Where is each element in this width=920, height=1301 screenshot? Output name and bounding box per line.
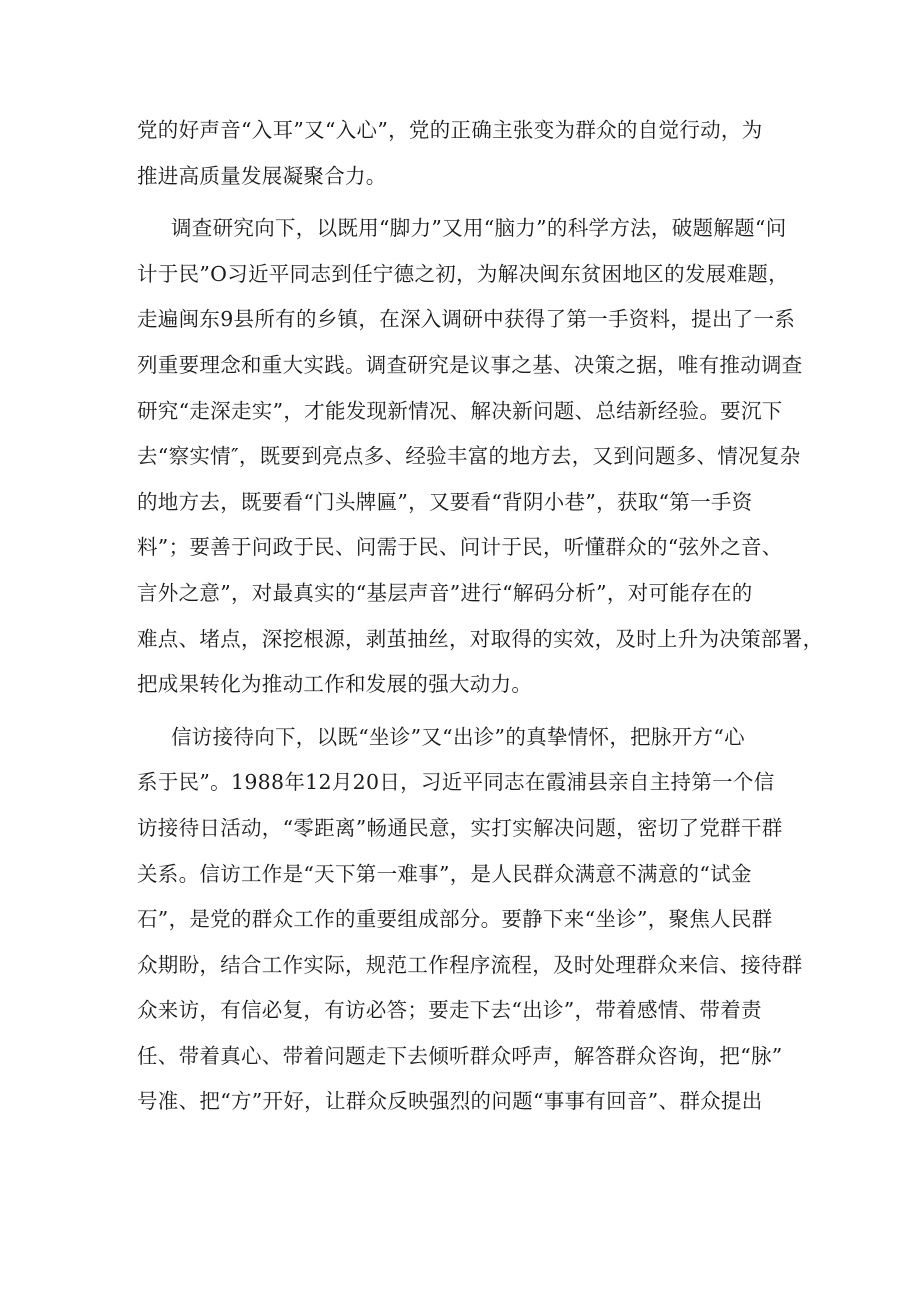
text-line: 党的好声音“入耳”又“入心”，党的正确主张变为群众的自觉行动，为 bbox=[137, 118, 763, 142]
text-line: 访接待日活动，“零距离”畅通民意，实打实解决问题，密切了党群干群 bbox=[137, 815, 783, 840]
text-line: 关系。信访工作是“天下第一难事”，是人民群众满意不满意的“试金 bbox=[137, 861, 752, 886]
text-line: 号准、把“方”开好，让群众反映强烈的问题“事事有回音”、群众提出 bbox=[137, 1089, 763, 1114]
text-line: 众期盼，结合工作实际，规范工作程序流程，及时处理群众来信、接待群 bbox=[137, 952, 803, 977]
text-line: 走遍闽东9县所有的乡镇，在深入调研中获得了第一手资料，提出了一系 bbox=[137, 307, 796, 332]
text-line: 难点、堵点，深挖根源，剥茧抽丝，对取得的实效，及时上升为决策部署， bbox=[137, 626, 824, 651]
text-line: 计于民”O习近平同志到任宁德之初，为解决闽东贫困地区的发展难题， bbox=[137, 261, 789, 286]
paragraph-1 bbox=[137, 108, 797, 199]
text-line: 去“察实情″，既要到亮点多、经验丰富的地方去，又到问题多、情况复杂 bbox=[137, 444, 801, 469]
text-line: 推进高质量发展凝聚合力。 bbox=[137, 163, 387, 188]
paragraph-2 bbox=[137, 206, 824, 708]
paragraph-3 bbox=[137, 715, 803, 1125]
text-line: 任、带着真心、带着问题走下去倾听群众呼声，解答群众咨询，把“脉” bbox=[137, 1043, 783, 1068]
text-line: 料”；要善于问政于民、问需于民、问计于民，听懂群众的“弦外之音、 bbox=[137, 535, 783, 560]
document-body bbox=[137, 108, 824, 1125]
text-line: 众来访，有信必复，有访必答；要走下去“出诊”，带着感情、带着责 bbox=[137, 998, 762, 1023]
text-line: 研究“走深走实”，才能发现新情况、解决新问题、总结新经验。要沉下 bbox=[137, 398, 783, 423]
text-line: 石”，是党的群众工作的重要组成部分。要静下来“坐诊”，聚焦人民群 bbox=[137, 907, 773, 932]
text-line: 言外之意”，对最真实的“基层声音”进行“解码分析”，对可能存在的 bbox=[137, 580, 753, 605]
text-line: 信访接待向下，以既“坐诊”又“出诊”的真挚情怀，把脉开方“心 bbox=[171, 724, 745, 749]
text-line: 系于民”。1988年12月20日，习近平同志在霞浦县亲自主持第一个信 bbox=[137, 770, 775, 795]
text-line: 的地方去，既要看“门头牌匾”，又要看“背阴小巷”，获取“第一手资 bbox=[137, 489, 753, 514]
text-line: 把成果转化为推动工作和发展的强大动力。 bbox=[137, 672, 533, 697]
text-line: 调查研究向下，以既用“脚力”又用“脑力”的科学方法，破题解题“问 bbox=[171, 216, 787, 241]
text-line: 列重要理念和重大实践。调查研究是议事之基、决策之据，唯有推动调查 bbox=[137, 352, 803, 377]
